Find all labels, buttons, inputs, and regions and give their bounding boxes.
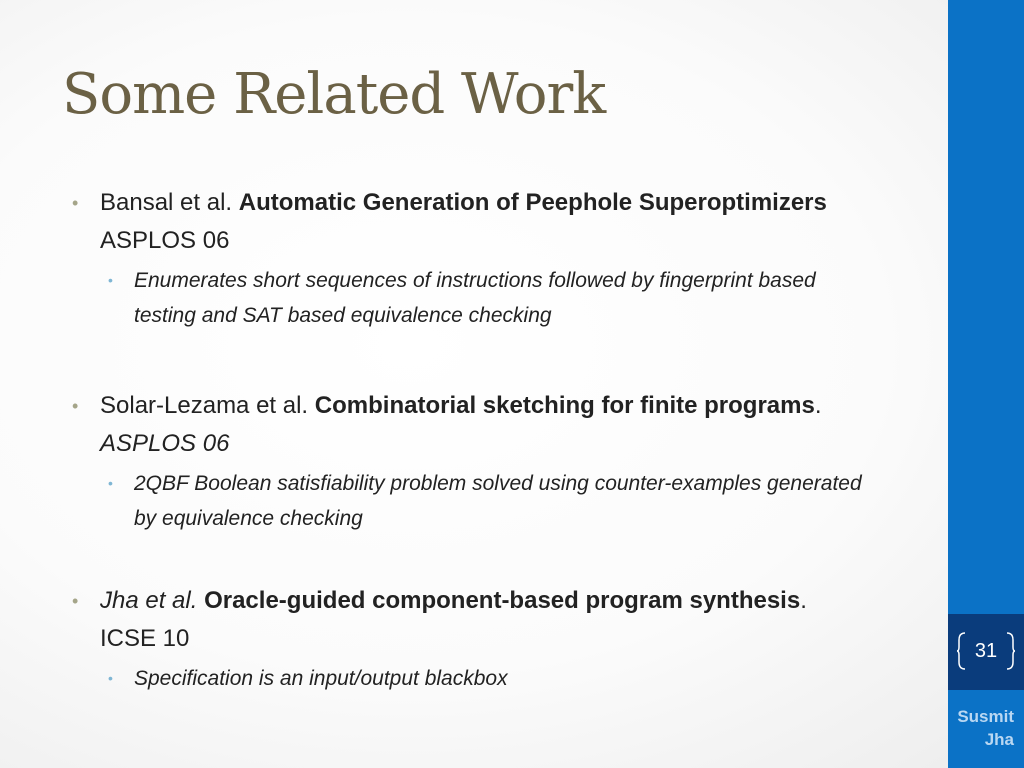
bullet-paper-title: Automatic Generation of Peephole Superoptimizers [238,189,827,216]
bullet-dot-icon: • [72,193,79,213]
bullet-venue: ICSE 10 [100,625,190,652]
slide-title: Some Related Work [62,62,606,127]
bullet-author: Jha et al. [100,587,198,614]
bullet-venue: ASPLOS 06 [100,227,230,254]
bullet-item [72,582,862,658]
footer-author-line2: Jha [984,730,1014,749]
bullet-period: . [800,587,807,614]
bullet-item [72,387,862,463]
page-number: 31 [974,640,998,662]
sub-bullet-dot-icon: • [108,475,113,491]
bullet-author: Bansal et al. [100,189,233,216]
bullet-venue: ASPLOS 06 [100,430,230,457]
footer-author-line1: Susmit [957,707,1014,726]
bullet-author: Solar-Lezama et al. [100,392,309,419]
bullet-dot-icon: • [72,396,79,416]
sub-bullet-item [72,466,862,536]
bullet-paper-title: Combinatorial sketching for finite programs [314,392,815,419]
bullet-item [72,184,862,260]
sub-bullet-text: 2QBF Boolean satisfiability problem solved using counter-examples generated by equivalence checking [134,472,862,530]
bullet-paper-title: Oracle-guided component-based program synthesis [204,587,801,614]
sub-bullet-text: Specification is an input/output blackbox [134,667,508,690]
sub-bullet-item [72,661,862,696]
bullet-period: . [814,392,822,419]
footer-author [948,705,1014,751]
sub-bullet-dot-icon: • [108,272,113,288]
bullet-dot-icon: • [72,591,79,611]
page-number-box [948,614,1024,690]
sub-bullet-dot-icon: • [108,670,113,686]
bullet-list [72,184,862,696]
sidebar [948,0,1024,768]
sub-bullet-item [72,263,862,333]
sub-bullet-text: Enumerates short sequences of instructions followed by fingerprint based testing and SAT based equivalence checking [134,269,816,327]
right-brace-icon [1006,632,1016,670]
